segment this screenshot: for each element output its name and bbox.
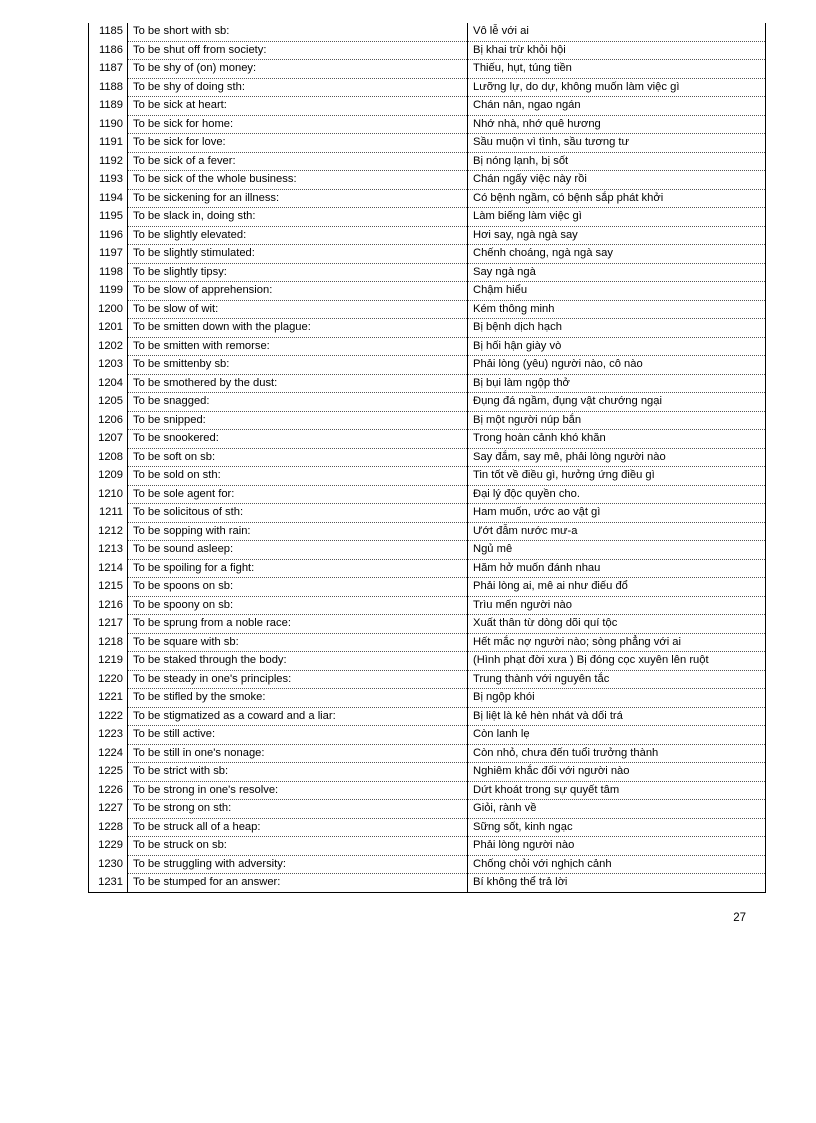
table-row <box>89 578 766 597</box>
entry-meaning: Bị ngộp khói <box>468 689 766 708</box>
entry-meaning: Vô lễ với ai <box>468 23 766 41</box>
table-row <box>89 41 766 60</box>
table-row <box>89 97 766 116</box>
entry-number: 1200 <box>89 300 128 319</box>
entry-phrase: To be smothered by the dust: <box>128 374 468 393</box>
entry-number: 1215 <box>89 578 128 597</box>
entry-number: 1209 <box>89 467 128 486</box>
entry-number: 1214 <box>89 559 128 578</box>
entry-phrase: To be slightly tipsy: <box>128 263 468 282</box>
entry-meaning: Sầu muộn vì tình, sầu tương tư <box>468 134 766 153</box>
entry-phrase: To be shut off from society: <box>128 41 468 60</box>
entry-meaning: (Hình phạt đời xưa ) Bị đóng cọc xuyên lên ruột <box>468 652 766 671</box>
entry-phrase: To be slightly stimulated: <box>128 245 468 264</box>
entry-meaning: Còn lanh lẹ <box>468 726 766 745</box>
phrase-table-body <box>89 23 766 892</box>
table-row <box>89 356 766 375</box>
table-row <box>89 485 766 504</box>
entry-meaning: Giỏi, rành về <box>468 800 766 819</box>
entry-meaning: Chậm hiểu <box>468 282 766 301</box>
entry-phrase: To be snipped: <box>128 411 468 430</box>
entry-number: 1222 <box>89 707 128 726</box>
entry-meaning: Trung thành với nguyên tắc <box>468 670 766 689</box>
entry-phrase: To be shy of (on) money: <box>128 60 468 79</box>
entry-number: 1230 <box>89 855 128 874</box>
entry-phrase: To be strong in one's resolve: <box>128 781 468 800</box>
entry-number: 1187 <box>89 60 128 79</box>
table-row <box>89 208 766 227</box>
entry-meaning: Tin tốt về điều gì, hưởng ứng điều gì <box>468 467 766 486</box>
table-row <box>89 393 766 412</box>
entry-number: 1216 <box>89 596 128 615</box>
table-row <box>89 23 766 41</box>
entry-number: 1226 <box>89 781 128 800</box>
entry-number: 1195 <box>89 208 128 227</box>
table-row <box>89 60 766 79</box>
entry-phrase: To be spoiling for a fight: <box>128 559 468 578</box>
entry-phrase: To be short with sb: <box>128 23 468 41</box>
entry-number: 1205 <box>89 393 128 412</box>
entry-phrase: To be spoony on sb: <box>128 596 468 615</box>
entry-meaning: Chán nản, ngao ngán <box>468 97 766 116</box>
entry-phrase: To be sick of a fever: <box>128 152 468 171</box>
entry-phrase: To be square with sb: <box>128 633 468 652</box>
entry-number: 1223 <box>89 726 128 745</box>
table-row <box>89 800 766 819</box>
entry-meaning: Nhớ nhà, nhớ quê hương <box>468 115 766 134</box>
table-row <box>89 300 766 319</box>
entry-phrase: To be stifled by the smoke: <box>128 689 468 708</box>
entry-number: 1199 <box>89 282 128 301</box>
entry-meaning: Bị liệt là kẻ hèn nhát và dối trá <box>468 707 766 726</box>
table-row <box>89 245 766 264</box>
entry-meaning: Bị khai trừ khỏi hội <box>468 41 766 60</box>
entry-phrase: To be sick for love: <box>128 134 468 153</box>
entry-number: 1207 <box>89 430 128 449</box>
entry-phrase: To be smittenby sb: <box>128 356 468 375</box>
entry-number: 1193 <box>89 171 128 190</box>
entry-meaning: Chán ngấy việc này rồi <box>468 171 766 190</box>
table-row <box>89 615 766 634</box>
entry-meaning: Hết mắc nợ người nào; sòng phẳng với ai <box>468 633 766 652</box>
entry-phrase: To be sprung from a noble race: <box>128 615 468 634</box>
table-row <box>89 874 766 893</box>
entry-meaning: Ham muốn, ước ao vật gì <box>468 504 766 523</box>
entry-meaning: Lưỡng lự, do dự, không muốn làm việc gì <box>468 78 766 97</box>
table-row <box>89 763 766 782</box>
entry-phrase: To be sopping with rain: <box>128 522 468 541</box>
entry-meaning: Sững sốt, kinh ngạc <box>468 818 766 837</box>
table-row <box>89 78 766 97</box>
entry-meaning: Làm biếng làm việc gì <box>468 208 766 227</box>
entry-meaning: Còn nhỏ, chưa đến tuổi trưởng thành <box>468 744 766 763</box>
entry-meaning: Có bệnh ngầm, có bệnh sắp phát khởi <box>468 189 766 208</box>
entry-phrase: To be sold on sth: <box>128 467 468 486</box>
table-row <box>89 319 766 338</box>
entry-meaning: Nghiêm khắc đối với người nào <box>468 763 766 782</box>
entry-phrase: To be sick for home: <box>128 115 468 134</box>
table-row <box>89 504 766 523</box>
entry-meaning: Phải lòng ai, mê ai như điếu đổ <box>468 578 766 597</box>
entry-meaning: Phải lòng người nào <box>468 837 766 856</box>
entry-meaning: Hăm hở muốn đánh nhau <box>468 559 766 578</box>
entry-meaning: Bị bệnh dịch hạch <box>468 319 766 338</box>
entry-number: 1197 <box>89 245 128 264</box>
entry-phrase: To be soft on sb: <box>128 448 468 467</box>
entry-number: 1213 <box>89 541 128 560</box>
entry-meaning: Bị hối hận giày vò <box>468 337 766 356</box>
entry-meaning: Đụng đá ngầm, đụng vật chướng ngại <box>468 393 766 412</box>
table-row <box>89 134 766 153</box>
entry-phrase: To be shy of doing sth: <box>128 78 468 97</box>
entry-number: 1191 <box>89 134 128 153</box>
entry-phrase: To be slightly elevated: <box>128 226 468 245</box>
entry-phrase: To be snagged: <box>128 393 468 412</box>
entry-number: 1220 <box>89 670 128 689</box>
entry-phrase: To be struggling with adversity: <box>128 855 468 874</box>
table-row <box>89 522 766 541</box>
entry-phrase: To be sound asleep: <box>128 541 468 560</box>
entry-phrase: To be struck all of a heap: <box>128 818 468 837</box>
entry-number: 1219 <box>89 652 128 671</box>
entry-phrase: To be still active: <box>128 726 468 745</box>
entry-meaning: Kém thông minh <box>468 300 766 319</box>
entry-meaning: Bị nóng lạnh, bị sốt <box>468 152 766 171</box>
entry-phrase: To be snookered: <box>128 430 468 449</box>
entry-number: 1201 <box>89 319 128 338</box>
entry-number: 1189 <box>89 97 128 116</box>
table-row <box>89 467 766 486</box>
entry-meaning: Bí không thể trả lời <box>468 874 766 893</box>
entry-number: 1229 <box>89 837 128 856</box>
table-row <box>89 337 766 356</box>
entry-meaning: Ướt đẫm nước mư-a <box>468 522 766 541</box>
entry-phrase: To be slow of wit: <box>128 300 468 319</box>
entry-phrase: To be spoons on sb: <box>128 578 468 597</box>
entry-number: 1227 <box>89 800 128 819</box>
entry-phrase: To be staked through the body: <box>128 652 468 671</box>
entry-meaning: Trong hoàn cảnh khó khăn <box>468 430 766 449</box>
table-row <box>89 855 766 874</box>
table-row <box>89 263 766 282</box>
entry-phrase: To be slow of apprehension: <box>128 282 468 301</box>
entry-number: 1206 <box>89 411 128 430</box>
entry-meaning: Chống chỏi với nghịch cảnh <box>468 855 766 874</box>
entry-phrase: To be strong on sth: <box>128 800 468 819</box>
table-row <box>89 152 766 171</box>
entry-number: 1185 <box>89 23 128 41</box>
table-row <box>89 448 766 467</box>
table-row <box>89 171 766 190</box>
table-row <box>89 652 766 671</box>
entry-meaning: Bị bụi làm ngộp thở <box>468 374 766 393</box>
entry-phrase: To be solicitous of sth: <box>128 504 468 523</box>
entry-number: 1208 <box>89 448 128 467</box>
entry-meaning: Bị một người núp bắn <box>468 411 766 430</box>
table-row <box>89 818 766 837</box>
table-row <box>89 670 766 689</box>
entry-number: 1217 <box>89 615 128 634</box>
entry-number: 1210 <box>89 485 128 504</box>
entry-number: 1192 <box>89 152 128 171</box>
entry-meaning: Trìu mến người nào <box>468 596 766 615</box>
entry-phrase: To be sickening for an illness: <box>128 189 468 208</box>
entry-number: 1204 <box>89 374 128 393</box>
entry-phrase: To be smitten down with the plague: <box>128 319 468 338</box>
entry-meaning: Xuất thân từ dòng dõi quí tộc <box>468 615 766 634</box>
phrase-table <box>88 23 766 893</box>
entry-number: 1221 <box>89 689 128 708</box>
table-row <box>89 596 766 615</box>
entry-phrase: To be smitten with remorse: <box>128 337 468 356</box>
table-row <box>89 541 766 560</box>
entry-number: 1186 <box>89 41 128 60</box>
table-row <box>89 707 766 726</box>
entry-phrase: To be stigmatized as a coward and a liar: <box>128 707 468 726</box>
entry-number: 1224 <box>89 744 128 763</box>
entry-phrase: To be stumped for an answer: <box>128 874 468 893</box>
entry-number: 1218 <box>89 633 128 652</box>
entry-meaning: Thiếu, hụt, túng tiền <box>468 60 766 79</box>
entry-meaning: Phải lòng (yêu) người nào, cô nào <box>468 356 766 375</box>
entry-number: 1212 <box>89 522 128 541</box>
table-row <box>89 559 766 578</box>
table-row <box>89 689 766 708</box>
entry-meaning: Đại lý độc quyền cho. <box>468 485 766 504</box>
entry-phrase: To be still in one's nonage: <box>128 744 468 763</box>
entry-phrase: To be sick at heart: <box>128 97 468 116</box>
entry-number: 1228 <box>89 818 128 837</box>
table-row <box>89 374 766 393</box>
table-row <box>89 837 766 856</box>
table-row <box>89 726 766 745</box>
entry-number: 1196 <box>89 226 128 245</box>
table-row <box>89 115 766 134</box>
entry-meaning: Say đắm, say mê, phải lòng người nào <box>468 448 766 467</box>
entry-number: 1198 <box>89 263 128 282</box>
entry-meaning: Ngủ mê <box>468 541 766 560</box>
table-row <box>89 411 766 430</box>
entry-number: 1225 <box>89 763 128 782</box>
table-row <box>89 744 766 763</box>
entry-meaning: Dứt khoát trong sự quyết tâm <box>468 781 766 800</box>
entry-phrase: To be slack in, doing sth: <box>128 208 468 227</box>
page-number: 27 <box>733 912 746 924</box>
entry-phrase: To be steady in one's principles: <box>128 670 468 689</box>
entry-number: 1202 <box>89 337 128 356</box>
entry-phrase: To be sole agent for: <box>128 485 468 504</box>
entry-meaning: Hơi say, ngà ngà say <box>468 226 766 245</box>
entry-number: 1203 <box>89 356 128 375</box>
table-row <box>89 189 766 208</box>
table-row <box>89 226 766 245</box>
entry-phrase: To be strict with sb: <box>128 763 468 782</box>
table-row <box>89 633 766 652</box>
entry-number: 1211 <box>89 504 128 523</box>
table-row <box>89 282 766 301</box>
table-row <box>89 430 766 449</box>
entry-number: 1188 <box>89 78 128 97</box>
entry-meaning: Chếnh choáng, ngà ngà say <box>468 245 766 264</box>
entry-number: 1231 <box>89 874 128 893</box>
entry-phrase: To be sick of the whole business: <box>128 171 468 190</box>
entry-phrase: To be struck on sb: <box>128 837 468 856</box>
table-row <box>89 781 766 800</box>
entry-meaning: Say ngà ngà <box>468 263 766 282</box>
entry-number: 1190 <box>89 115 128 134</box>
entry-number: 1194 <box>89 189 128 208</box>
